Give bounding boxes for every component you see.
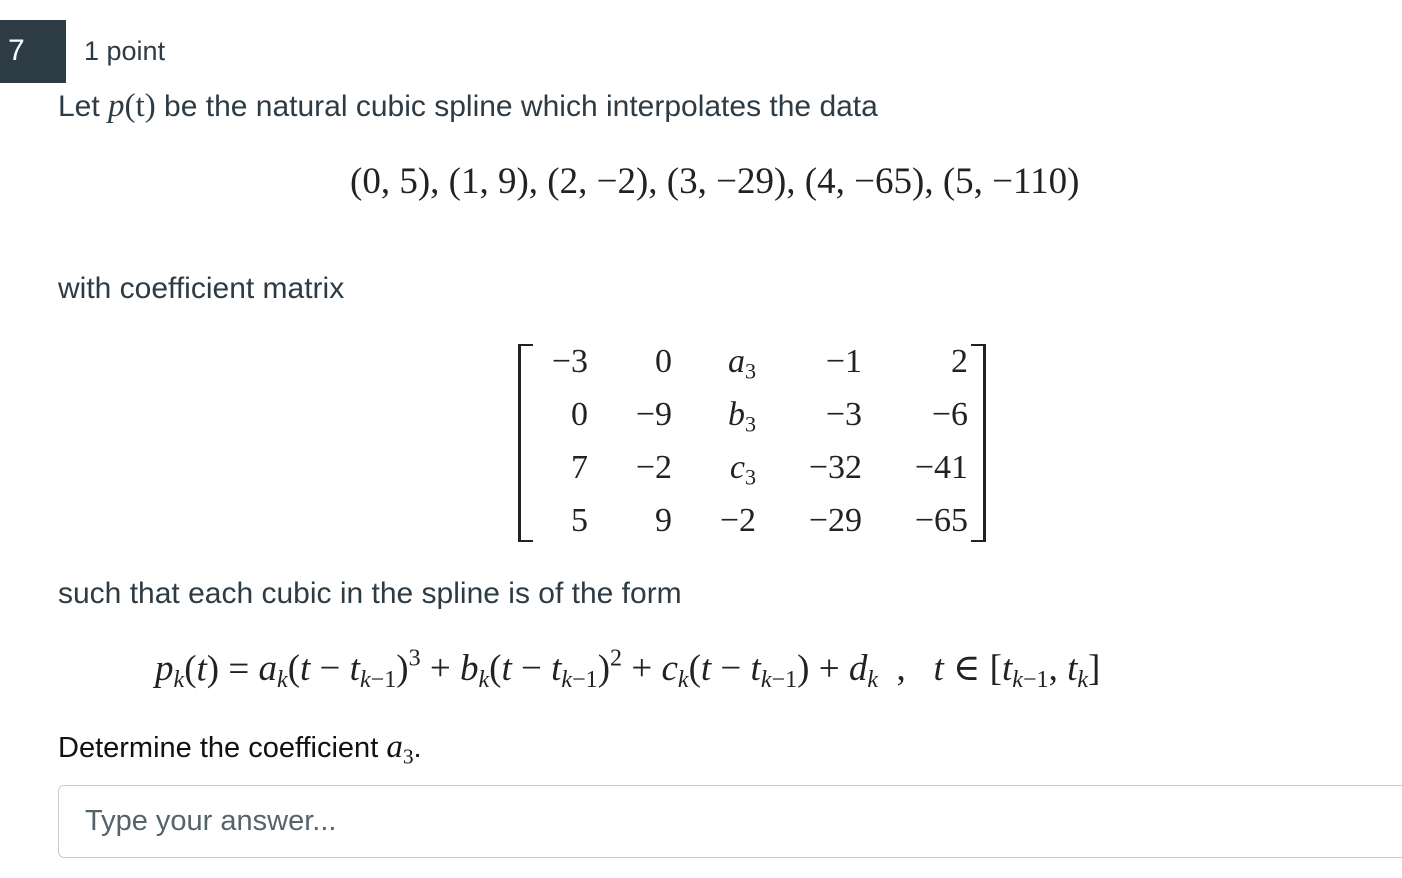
formula-domain: , t ∈ [$t_{k-1}$, $t_k$] [878,648,1101,694]
answer-input[interactable] [59,786,1402,857]
matrix-cell: −1 [825,343,862,380]
formula-term-a-rest: $(t - t_{k-1})^3$ [287,646,421,694]
intro-suffix: be the natural cubic spline which interpolates the data [155,90,878,123]
answer-box[interactable] [58,785,1402,858]
formula-term-b: + $b_k(t - t_{k-1})^2$ [429,646,623,694]
intro-function-name: p [108,88,125,124]
matrix-right-bracket [971,344,986,542]
question-number-badge [0,20,66,83]
formula-term-a: $a_k$ [258,648,288,694]
question-intro [58,88,878,125]
matrix-cell: 9 [655,502,672,539]
matrix-cell: −3 [551,343,588,380]
matrix-cell: −2 [719,502,756,539]
formula-lhs-p: $p_k$ [155,648,185,694]
matrix-cell: 0 [571,396,588,433]
matrix-cell: −29 [808,502,862,539]
spline-formula [155,646,1100,695]
determine-prefix: Determine the coefficient [58,732,387,764]
matrix-cell: −6 [931,396,968,433]
formula-term-d: + $d_k$ [818,648,878,694]
matrix-cell: −32 [808,449,862,486]
question-number: 7 [8,34,25,67]
determine-prompt [58,729,422,769]
matrix-cell: −9 [635,396,672,433]
matrix-cell: $b_3$ [727,396,756,437]
matrix-cell: −2 [635,449,672,486]
matrix-cell: $a_3$ [727,343,756,384]
coefficient-matrix-label: with coefficient matrix [58,272,345,305]
matrix-cell: 2 [951,343,968,380]
matrix-cell: 5 [571,502,588,539]
matrix-cell: 0 [655,343,672,380]
intro-prefix: Let [58,90,109,123]
data-points-equation: (0, 5), (1, 9), (2, −2), (3, −29), (4, −65), (5, −110) [350,161,1080,202]
question-points: 1 point [84,36,166,66]
formula-lhs-rest: (t) = [184,648,259,690]
matrix-cell: −41 [914,449,968,486]
determine-variable: $a_3$ [386,729,414,769]
spline-form-label: such that each cubic in the spline is of the form [58,577,682,610]
matrix-cell: $c_3$ [729,449,756,490]
intro-function-args: (t) [124,88,156,124]
matrix-cell: −3 [825,396,862,433]
coefficient-matrix [516,340,988,540]
matrix-cell: −65 [914,502,968,539]
determine-suffix: . [413,732,422,764]
formula-term-c: + $c_k(t - t_{k-1})$ [631,648,810,694]
matrix-cell: 7 [571,449,588,486]
